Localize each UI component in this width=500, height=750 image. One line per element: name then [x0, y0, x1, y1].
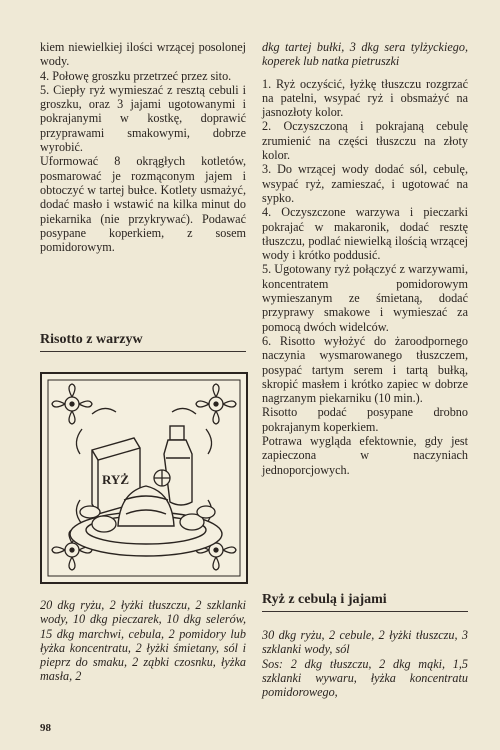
risotto-step-6: 6. Risotto wyłożyć do żaroodpornego naczynia wysmarowanego tłuszczem, posypać tartym serem i tartą bułką, skropić masłem i krótko zapiec w dobrze nagrzanym piekarniku (10 min.).: [262, 333, 468, 406]
risotto-ingredients-block: [40, 598, 246, 684]
risotto-heading-block: [40, 332, 246, 352]
heading-rule: [40, 351, 246, 352]
risotto-step-2: 2. Oczyszczoną i pokrajaną cebulę zrumienić na części tłuszczu na złoty kolor.: [262, 119, 468, 163]
heading-rule-2: [262, 611, 468, 612]
sauce-ingredients: Sos: 2 dkg tłuszczu, 2 dkg mąki, 1,5 szklanki wywaru, łyżka koncentratu pomidorowego,: [262, 656, 468, 700]
page-number: 98: [40, 722, 51, 734]
paragraph-cutlets: Uformować 8 okrągłych kotletów, posmarować je rozmąconym jajem i obtoczyć w tartej bułce. Kotlety usmażyć, dodać masło i wstawić na kilka minut do piekarnika (nie przykrywać). Podawać posypane koperkiem, z sosem pomidorowym.: [40, 154, 246, 255]
rice-onion-ingredients-block: [262, 628, 468, 699]
paragraph-water: kiem niewielkiej ilości wrzącej posolonej wody.: [40, 40, 246, 69]
recipe-illustration: [40, 372, 248, 584]
left-column: [40, 40, 246, 254]
step-4-peas: 4. Połowę groszku przetrzeć przez sito.: [40, 68, 232, 83]
recipe-title-risotto: Risotto z warzyw: [40, 332, 143, 347]
right-column: [262, 40, 468, 477]
risotto-presentation-note: Potrawa wygląda efektownie, gdy jest zapieczona w naczyniach jednoporcjowych.: [262, 434, 468, 477]
risotto-step-3: 3. Do wrzącej wody dodać sól, cebulę, wsypać ryż, zamieszać, i ugotować na sypko.: [262, 162, 468, 205]
risotto-serving-note: Risotto podać posypane drobno pokrajanym koperkiem.: [262, 405, 468, 434]
risotto-step-1: 1. Ryż oczyścić, łyżkę tłuszczu rozgrzać na patelni, wsypać ryż i obsmażyć na jasnozłoty kolor.: [262, 76, 468, 120]
jar-label: RYŻ: [102, 472, 129, 487]
step-5-rice-mix: 5. Ciepły ryż wymieszać z resztą cebuli i groszku, oraz 3 jajami ugotowanymi i pokrajanymi w kostkę, doprawić przyprawami smakowymi, dobrze wyrobić.: [40, 82, 246, 155]
recipe-title-rice-onion-eggs: Ryż z cebulą i jajami: [262, 592, 387, 607]
rice-onion-heading-block: [262, 592, 468, 612]
risotto-step-5: 5. Ugotowany ryż połączyć z warzywami, koncentratem pomidorowym wymieszanym ze śmietaną, dodać przyprawy smakowe i wymieszać za pomocą dwóch widelców.: [262, 262, 468, 334]
flower-top-left: [52, 384, 116, 454]
risotto-ingredients-continued: dkg tartej bułki, 3 dkg sera tylżyckiego, koperek lub natka pietruszki: [262, 40, 468, 69]
risotto-ingredients: 20 dkg ryżu, 2 łyżki tłuszczu, 2 szklanki wody, 10 dkg pieczarek, 10 dkg selerów, 15 dkg marchwi, cebula, 2 pomidory lub łyżka koncentratu, 2 łyżki śmietany, sól i pieprz do smaku, 2 ząbki czosnku, łyżka masła, 2: [40, 598, 246, 684]
risotto-step-4: 4. Oczyszczone warzywa i pieczarki pokrajać w makaronik, dodać resztę tłuszczu, podlać niewielką ilością wrzącej wody i krótko poddusić.: [262, 205, 468, 263]
bottle: [164, 426, 192, 505]
rice-onion-ingredients: 30 dkg ryżu, 2 cebule, 2 łyżki tłuszczu, 3 szklanki wody, sól: [262, 628, 468, 657]
risotto-illustration-svg: [42, 374, 246, 582]
